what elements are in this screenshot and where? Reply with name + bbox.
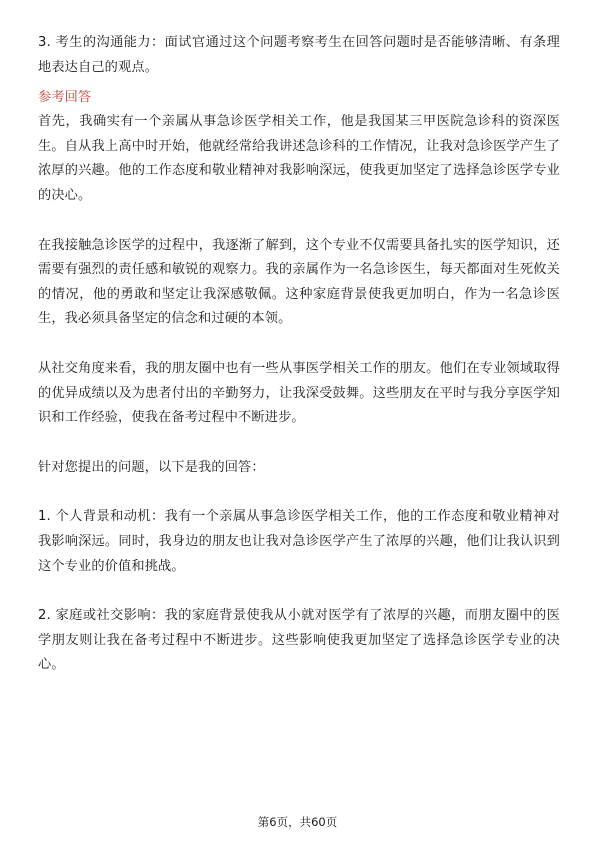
spacer [38, 332, 560, 357]
spacer [38, 209, 560, 234]
reference-answer-heading: 参考回答 [38, 90, 92, 106]
answer-paragraph-2: 在我接触急诊医学的过程中，我逐渐了解到，这个专业不仅需要具备扎实的医学知识，还需要有强烈的责任感和敏锐的观察力。我的亲属作为一名急诊医生，每天都面对生死攸关的情况，他的勇敢和坚定让我深感敬佩。这种家庭背景使我更加明白，作为一名急诊医生，我必须具备坚定的信念和过硬的本领。 [38, 237, 560, 327]
intro-point: 3. 考生的沟通能力：面试官通过这个问题考察考生在回答问题时是否能够清晰、有条理地表达自己的观点。 [38, 35, 560, 75]
answer-paragraph-4: 针对您提出的问题，以下是我的回答： [38, 459, 265, 475]
spacer [38, 579, 560, 604]
answer-paragraph-3: 从社交角度来看，我的朋友圈中也有一些从事医学相关工作的朋友。他们在专业领域取得的优异成绩以及为患者付出的辛勤努力，让我深受鼓舞。这些朋友在平时与我分享医学知识和工作经验，使我在备考过程中不断进步。 [38, 360, 560, 426]
answer-paragraph-6: 2. 家庭或社交影响：我的家庭背景使我从小就对医学有了浓厚的兴趣，而朋友圈中的医学朋友则让我在备考过程中不断进步。这些影响使我更加坚定了选择急诊医学专业的决心。 [38, 608, 560, 673]
spacer [38, 480, 560, 505]
answer-paragraph-5: 1. 个人背景和动机：我有一个亲属从事急诊医学相关工作，他的工作态度和敬业精神对我影响深远。同时，我身边的朋友也让我对急诊医学产生了浓厚的兴趣，他们让我认识到这个专业的价值和挑战。 [38, 509, 560, 574]
answer-paragraph-1: 首先，我确实有一个亲属从事急诊医学相关工作，他是我国某三甲医院急诊科的资深医生。自从我上高中时开始，他就经常给我讲述急诊科的工作情况，让我对急诊医学产生了浓厚的兴趣。他的工作态度和敬业精神对我影响深远，使我更加坚定了选择急诊医学专业的决心。 [38, 114, 560, 203]
spacer [38, 431, 560, 456]
page-number-footer: 第6页，共60页 [257, 815, 338, 829]
page-content [38, 31, 560, 678]
